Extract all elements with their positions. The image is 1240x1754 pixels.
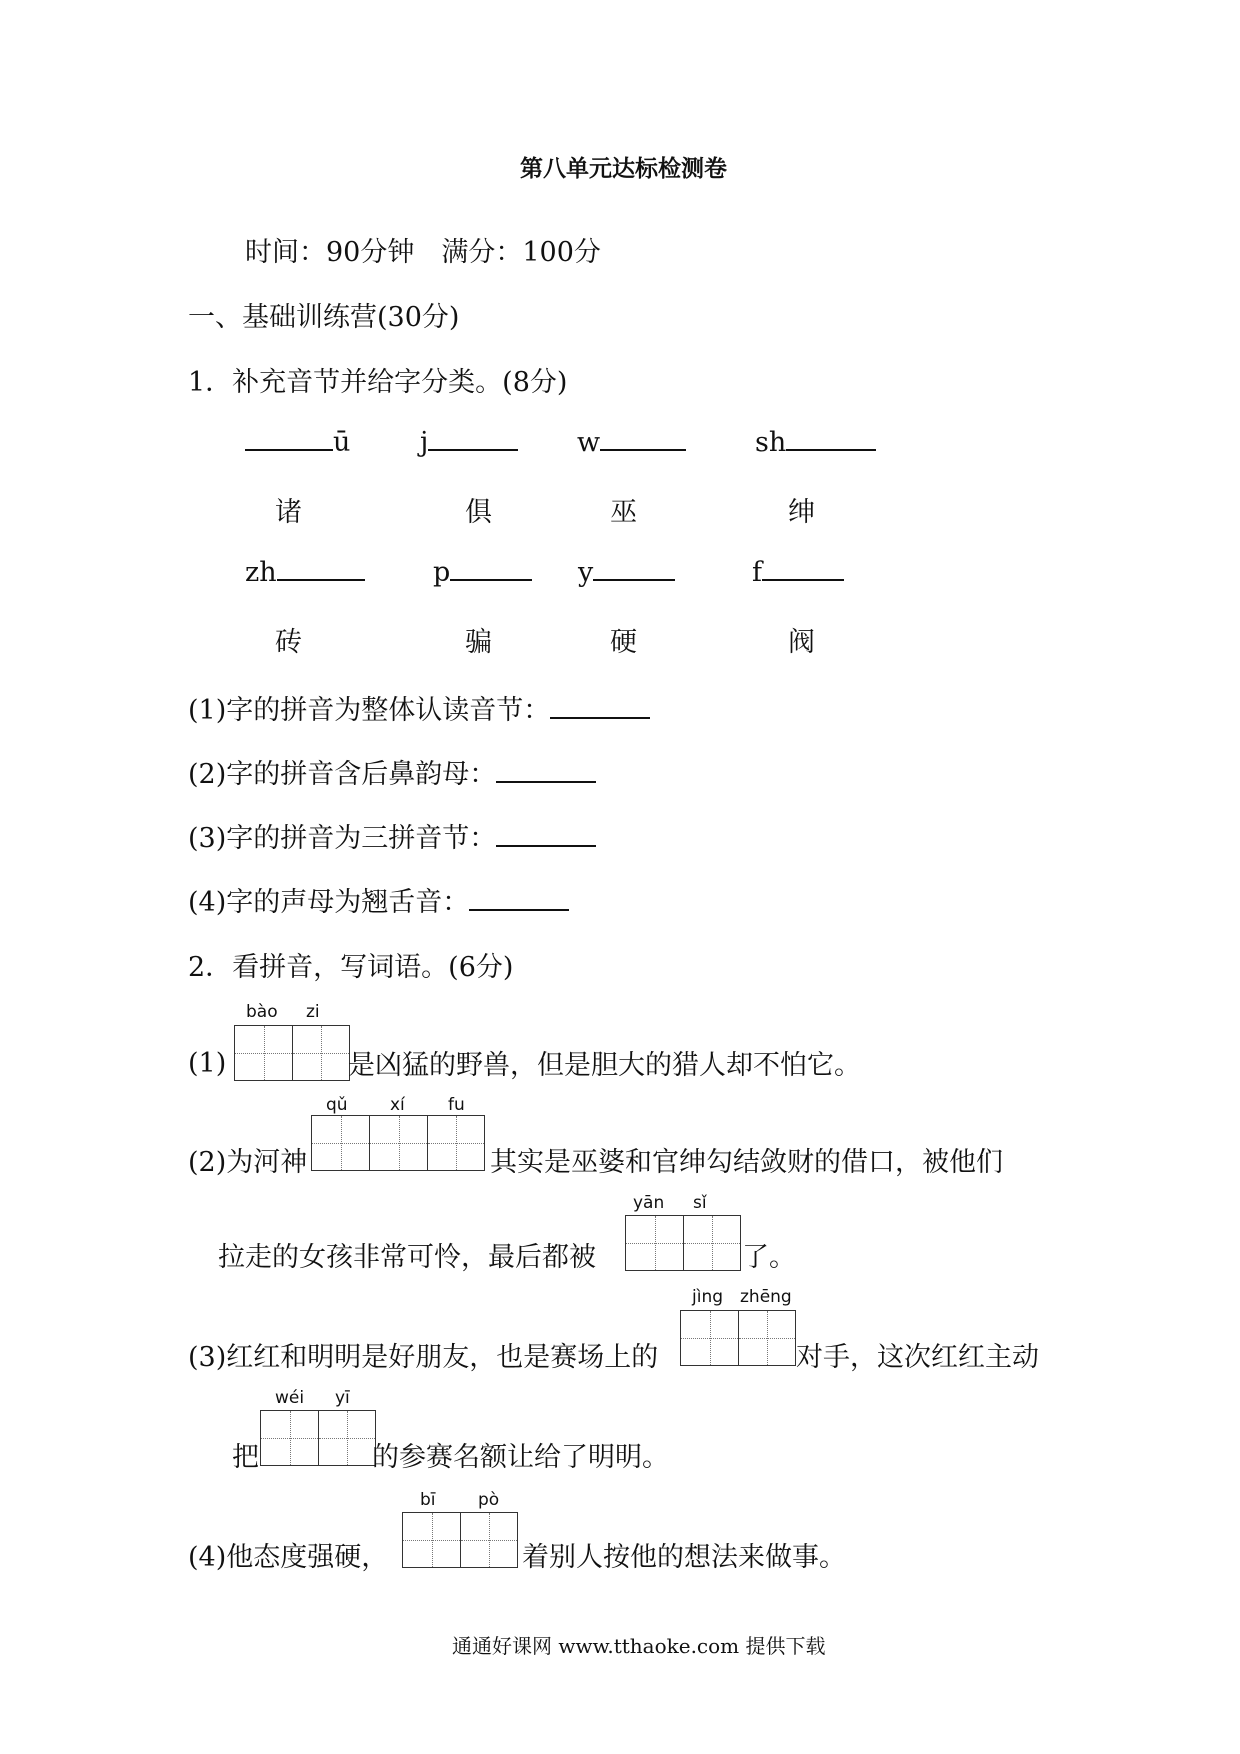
pinyin: fu xyxy=(448,1095,465,1115)
item-3-pre: 拉走的女孩非常可怜，最后都被 xyxy=(218,1242,596,1273)
char-2: 俱 xyxy=(465,497,492,528)
sub-question-2 xyxy=(188,752,596,791)
answer-blank[interactable] xyxy=(786,425,876,451)
writing-grid[interactable] xyxy=(402,1512,518,1568)
pinyin: yān xyxy=(633,1193,665,1213)
pinyin: zi xyxy=(306,1002,320,1022)
syllable-blank-8 xyxy=(752,555,844,588)
item-2-post: 其实是巫婆和官绅勾结敛财的借口，被他们 xyxy=(490,1147,1003,1178)
writing-grid[interactable] xyxy=(311,1115,485,1171)
syllable-prefix: w xyxy=(577,427,601,458)
syllable-blank-4 xyxy=(755,425,876,458)
answer-blank[interactable] xyxy=(428,425,518,451)
answer-blank[interactable] xyxy=(245,425,333,451)
syllable-prefix: zh xyxy=(245,557,277,588)
item-1-post: 是凶猛的野兽，但是胆大的猎人却不怕它。 xyxy=(348,1050,861,1081)
syllable-blank-1 xyxy=(245,425,350,458)
char-7: 硬 xyxy=(610,627,637,658)
answer-blank[interactable] xyxy=(496,821,596,847)
answer-blank[interactable] xyxy=(277,555,365,581)
sub-question-text: (1)字的拼音为整体认读音节： xyxy=(188,695,551,726)
answer-blank[interactable] xyxy=(550,693,650,719)
pinyin: yī xyxy=(335,1388,350,1408)
syllable-prefix: p xyxy=(433,557,451,588)
answer-blank[interactable] xyxy=(762,555,844,581)
sub-question-text: (4)字的声母为翘舌音： xyxy=(188,887,470,918)
answer-blank[interactable] xyxy=(593,555,675,581)
char-3: 巫 xyxy=(610,497,637,528)
pinyin: bào xyxy=(246,1002,278,1022)
pinyin: xí xyxy=(390,1095,405,1115)
answer-blank[interactable] xyxy=(469,885,569,911)
item-3-post: 了。 xyxy=(742,1242,796,1273)
syllable-blank-2 xyxy=(420,425,518,458)
char-1: 诸 xyxy=(275,497,302,528)
writing-grid[interactable] xyxy=(234,1025,350,1081)
item-1-pre: (1) xyxy=(188,1048,227,1079)
char-4: 绅 xyxy=(788,497,815,528)
item-4-pre: (3)红红和明明是好朋友，也是赛场上的 xyxy=(188,1342,659,1373)
sub-question-text: (3)字的拼音为三拼音节： xyxy=(188,823,497,854)
writing-grid[interactable] xyxy=(625,1215,741,1271)
sub-question-text: (2)字的拼音含后鼻韵母： xyxy=(188,759,497,790)
syllable-blank-7 xyxy=(578,555,675,588)
item-5-pre: 把 xyxy=(232,1442,259,1473)
item-4-post: 对手，这次红红主动 xyxy=(796,1342,1039,1373)
section-header: 一、基础训练营(30分) xyxy=(188,302,460,333)
syllable-prefix: f xyxy=(752,557,762,588)
item-6-pre: (4)他态度强硬， xyxy=(188,1542,389,1573)
syllable-blank-5 xyxy=(245,555,365,588)
sub-question-4 xyxy=(188,880,569,919)
syllable-prefix: y xyxy=(578,557,594,588)
pinyin: wéi xyxy=(275,1388,305,1408)
answer-blank[interactable] xyxy=(600,425,686,451)
pinyin: bī xyxy=(420,1490,436,1510)
page-footer: 通通好课网 www.tthaoke.com 提供下载 xyxy=(452,1634,826,1658)
pinyin: qǔ xyxy=(326,1095,348,1115)
writing-grid[interactable] xyxy=(680,1310,796,1366)
exam-meta: 时间：90分钟 满分：100分 xyxy=(245,237,601,268)
pinyin: zhēng xyxy=(740,1287,792,1307)
pinyin: sǐ xyxy=(693,1193,707,1213)
char-6: 骗 xyxy=(465,627,492,658)
question-2-prompt: 2．看拼音，写词语。(6分) xyxy=(188,952,514,983)
syllable-prefix: j xyxy=(420,427,429,458)
item-6-post: 着别人按他的想法来做事。 xyxy=(522,1542,846,1573)
sub-question-1 xyxy=(188,688,650,727)
answer-blank[interactable] xyxy=(450,555,532,581)
char-5: 砖 xyxy=(275,627,302,658)
pinyin: jìng xyxy=(692,1287,724,1307)
answer-blank[interactable] xyxy=(496,757,596,783)
syllable-suffix: ū xyxy=(333,427,351,458)
item-2-pre: (2)为河神 xyxy=(188,1147,308,1178)
syllable-blank-6 xyxy=(433,555,532,588)
sub-question-3 xyxy=(188,816,596,855)
char-8: 阀 xyxy=(788,627,815,658)
page-title: 第八单元达标检测卷 xyxy=(520,155,727,182)
syllable-blank-3 xyxy=(577,425,686,458)
pinyin: pò xyxy=(478,1490,500,1510)
item-5-post: 的参赛名额让给了明明。 xyxy=(372,1442,669,1473)
writing-grid[interactable] xyxy=(260,1410,376,1466)
question-1-prompt: 1．补充音节并给字分类。(8分) xyxy=(188,367,568,398)
syllable-prefix: sh xyxy=(755,427,787,458)
